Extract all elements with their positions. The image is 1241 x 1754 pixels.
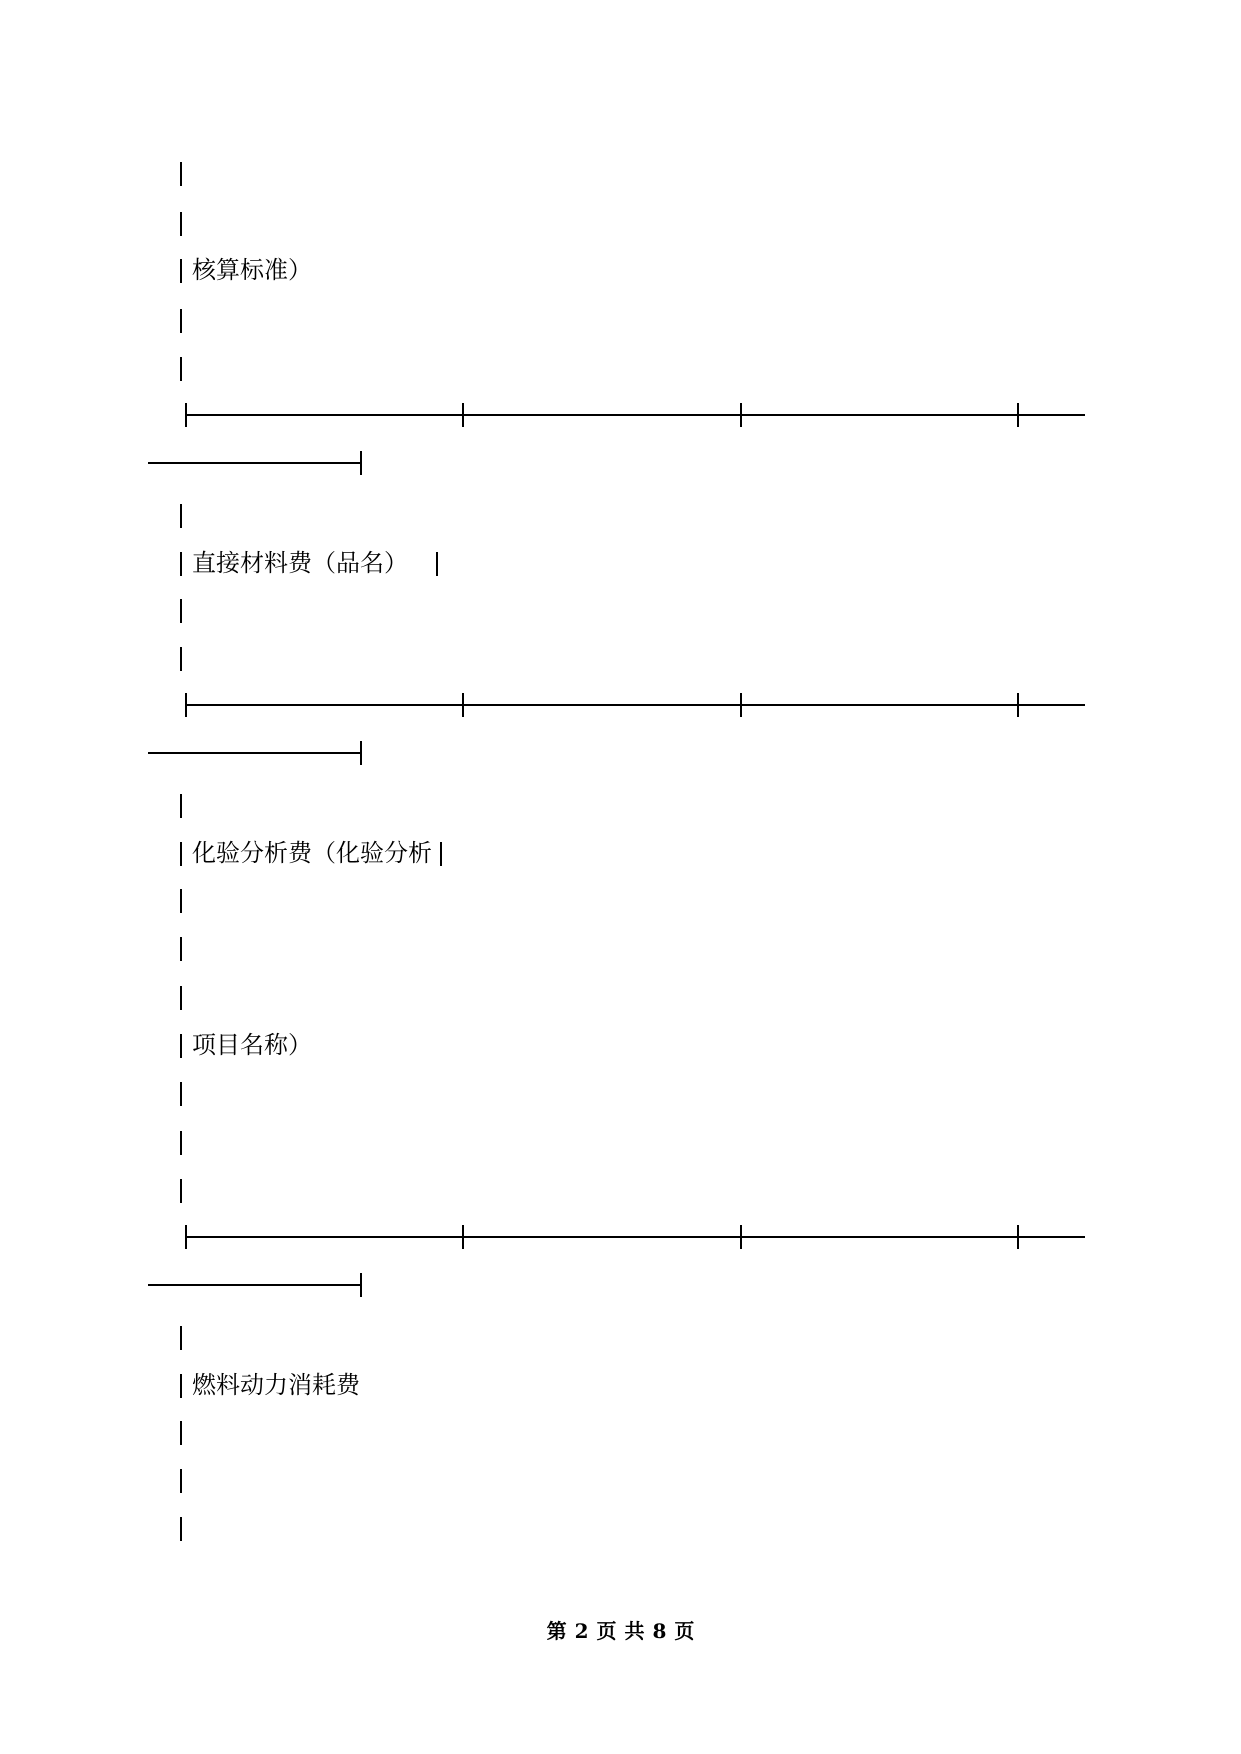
cell-border bbox=[180, 1179, 182, 1203]
footer-suffix: 页 bbox=[674, 1619, 695, 1643]
table-row bbox=[180, 1025, 312, 1065]
table-row bbox=[180, 1508, 192, 1548]
cell-border bbox=[180, 599, 182, 623]
cell-border bbox=[180, 1517, 182, 1541]
cell-border bbox=[180, 889, 182, 913]
table-row bbox=[180, 638, 192, 678]
cell-border bbox=[180, 986, 182, 1010]
cell-border bbox=[180, 1374, 182, 1398]
table-row bbox=[180, 153, 192, 193]
table-divider bbox=[185, 693, 1085, 717]
cell-border bbox=[180, 162, 182, 186]
cell-border bbox=[180, 937, 182, 961]
footer-page-unit: 页 bbox=[596, 1619, 617, 1643]
row-label-lab-analysis: 化验分析费（化验分析 bbox=[192, 839, 432, 867]
table-row bbox=[180, 1073, 192, 1113]
table-row bbox=[180, 833, 442, 873]
cell-border bbox=[180, 1421, 182, 1445]
table-divider bbox=[185, 403, 1085, 427]
table-row bbox=[180, 1317, 192, 1357]
footer-prefix: 第 bbox=[546, 1619, 567, 1643]
table-divider-continued bbox=[148, 451, 362, 475]
footer-total-label: 共 bbox=[624, 1619, 645, 1643]
table-divider-continued bbox=[148, 1273, 362, 1297]
table-row bbox=[180, 1412, 192, 1452]
cell-border bbox=[180, 309, 182, 333]
table-row bbox=[180, 250, 312, 290]
row-label-fuel-power: 燃料动力消耗费 bbox=[192, 1371, 360, 1399]
table-row bbox=[180, 495, 192, 535]
row-label-item-name: 项目名称） bbox=[192, 1031, 312, 1059]
cell-border bbox=[180, 504, 182, 528]
table-row bbox=[180, 300, 192, 340]
page-footer bbox=[0, 1615, 1241, 1644]
table-row bbox=[180, 543, 438, 583]
footer-total-pages: 8 bbox=[652, 1619, 667, 1643]
table-row bbox=[180, 203, 192, 243]
table-divider bbox=[185, 1225, 1085, 1249]
cell-border bbox=[180, 842, 182, 866]
table-row bbox=[180, 880, 192, 920]
table-row bbox=[180, 785, 192, 825]
cell-border bbox=[180, 1326, 182, 1350]
cell-border bbox=[180, 647, 182, 671]
table-row bbox=[180, 977, 192, 1017]
cell-border bbox=[180, 259, 182, 283]
cell-border bbox=[180, 1082, 182, 1106]
cell-border bbox=[180, 1131, 182, 1155]
table-divider-continued bbox=[148, 741, 362, 765]
cell-border bbox=[180, 357, 182, 381]
cell-border bbox=[180, 552, 182, 576]
table-row bbox=[180, 1460, 192, 1500]
cell-border bbox=[180, 1034, 182, 1058]
table-row bbox=[180, 1365, 360, 1405]
table-row bbox=[180, 1122, 192, 1162]
table-row bbox=[180, 348, 192, 388]
cell-border bbox=[180, 212, 182, 236]
table-row bbox=[180, 1170, 192, 1210]
row-label-direct-material: 直接材料费（品名） bbox=[192, 549, 408, 577]
table-row bbox=[180, 590, 192, 630]
table-row bbox=[180, 928, 192, 968]
cell-border bbox=[436, 552, 438, 576]
cell-border bbox=[180, 794, 182, 818]
cell-border bbox=[180, 1469, 182, 1493]
cell-border bbox=[440, 842, 442, 866]
row-label-accounting-standard: 核算标准） bbox=[192, 256, 312, 284]
footer-page-number: 2 bbox=[574, 1619, 589, 1643]
